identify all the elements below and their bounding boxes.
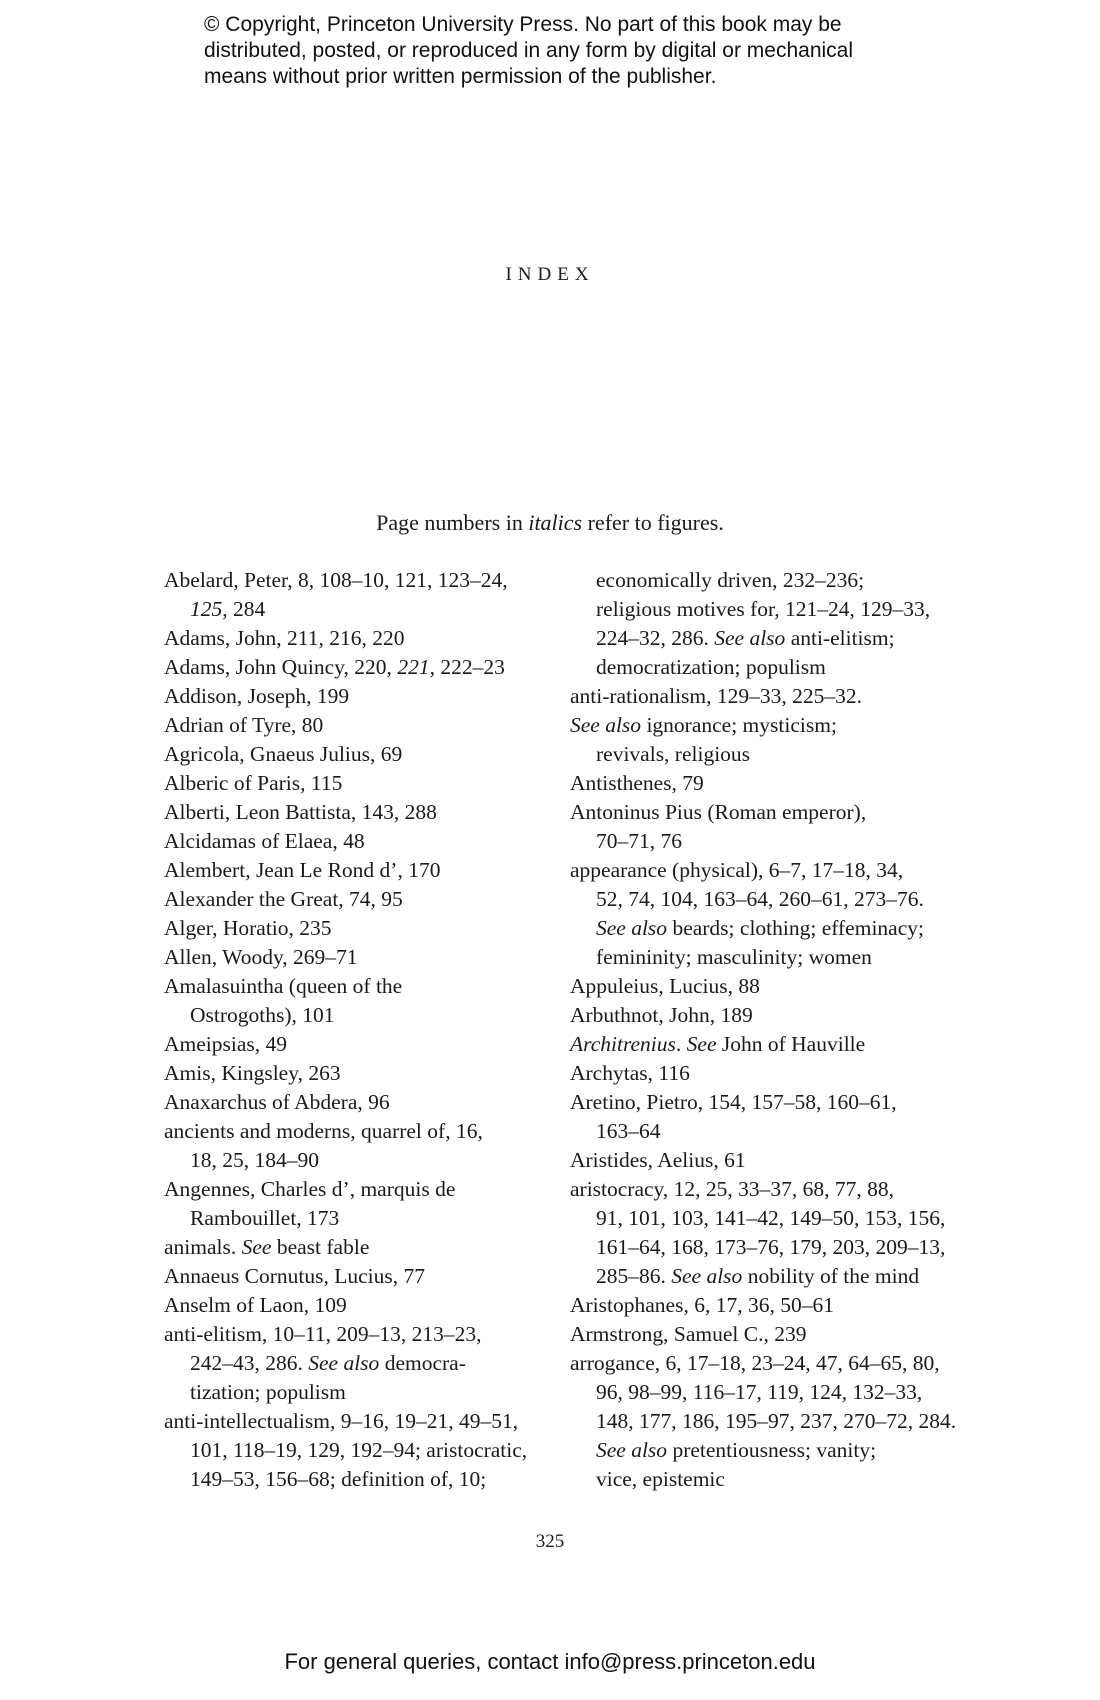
index-italic-text: 125 [190, 597, 223, 621]
index-text: tization; populism [190, 1380, 346, 1404]
index-text: Ostrogoths), 101 [190, 1003, 335, 1027]
index-line [570, 1465, 950, 1494]
index-line [570, 1059, 950, 1088]
index-italic-text: See also [596, 916, 668, 940]
index-line [164, 943, 544, 972]
index-line [570, 711, 950, 740]
note-text: refer to figures. [582, 510, 724, 535]
index-text: 161–64, 168, 173–76, 179, 203, 209–13, [596, 1235, 946, 1259]
index-text: John of Hauville [716, 1032, 866, 1056]
index-line [570, 1175, 950, 1204]
index-line [164, 1030, 544, 1059]
footer-contact: For general queries, contact info@press.princeton.edu [284, 1649, 816, 1674]
index-italic-text: See also [570, 713, 642, 737]
index-text: Allen, Woody, 269–71 [164, 945, 358, 969]
index-text: 101, 118–19, 129, 192–94; aristocratic, [190, 1438, 528, 1462]
index-text: 148, 177, 186, 195–97, 237, 270–72, 284. [596, 1409, 957, 1433]
index-line [570, 566, 950, 595]
index-text: Ameipsias, 49 [164, 1032, 288, 1056]
index-text: Rambouillet, 173 [190, 1206, 340, 1230]
page-title: index [505, 256, 595, 286]
index-text: Antisthenes, 79 [570, 771, 704, 795]
index-text: pretentiousness; vanity; [667, 1438, 877, 1462]
index-text: 70–71, 76 [596, 829, 682, 853]
index-line [164, 1088, 544, 1117]
index-text: revivals, religious [596, 742, 751, 766]
index-line [164, 624, 544, 653]
page-number: 325 [535, 1531, 565, 1552]
index-italic-text: See also [671, 1264, 743, 1288]
index-text: 96, 98–99, 116–17, 119, 124, 132–33, [596, 1380, 923, 1404]
index-line [570, 595, 950, 624]
index-text: Alberti, Leon Battista, 143, 288 [164, 800, 437, 824]
index-text: democra- [379, 1351, 466, 1375]
index-text: 163–64 [596, 1119, 661, 1143]
index-text: animals. [164, 1235, 242, 1259]
index-line [164, 1059, 544, 1088]
index-line [164, 1407, 544, 1436]
index-text: ancients and moderns, quarrel of, 16, [164, 1119, 483, 1143]
index-text: beards; clothing; effeminacy; [667, 916, 924, 940]
index-text: Angennes, Charles d’, marquis de [164, 1177, 456, 1201]
index-text: Alexander the Great, 74, 95 [164, 887, 403, 911]
index-line [164, 1001, 544, 1030]
index-line [164, 914, 544, 943]
index-line [164, 1465, 544, 1494]
index-line [164, 566, 544, 595]
index-text: Antoninus Pius (Roman emperor), [570, 800, 867, 824]
index-text: beast fable [271, 1235, 370, 1259]
copyright-line: means without prior written permission of the publisher. [204, 65, 717, 88]
index-line [570, 827, 950, 856]
index-line [164, 1233, 544, 1262]
copyright-line: distributed, posted, or reproduced in any form by digital or mechanical [204, 39, 854, 62]
index-text: arrogance, 6, 17–18, 23–24, 47, 64–65, 80, [570, 1351, 940, 1375]
index-text: Addison, Joseph, 199 [164, 684, 350, 708]
index-text: Appuleius, Lucius, 88 [570, 974, 760, 998]
index-line [164, 1378, 544, 1407]
note-italic-word: italics [528, 510, 583, 535]
index-italic-text: See [241, 1235, 272, 1259]
index-text: Anaxarchus of Abdera, 96 [164, 1090, 390, 1114]
index-text: 18, 25, 184–90 [190, 1148, 319, 1172]
index-text: Amis, Kingsley, 263 [164, 1061, 341, 1085]
index-line [570, 1320, 950, 1349]
index-text: Armstrong, Samuel C., 239 [570, 1322, 807, 1346]
index-text: Adams, John, 211, 216, 220 [164, 626, 405, 650]
index-line [570, 1407, 957, 1436]
index-text: Annaeus Cornutus, Lucius, 77 [164, 1264, 425, 1288]
index-line [164, 1349, 544, 1378]
index-line [570, 856, 950, 885]
index-text: Abelard, Peter, 8, 108–10, 121, 123–24, [164, 568, 508, 592]
index-text: religious motives for, 121–24, 129–33, [596, 597, 931, 621]
index-line [164, 1175, 544, 1204]
index-line [570, 1030, 950, 1059]
index-text: vice, epistemic [596, 1467, 725, 1491]
index-text: appearance (physical), 6–7, 17–18, 34, [570, 858, 904, 882]
index-text: anti-intellectualism, 9–16, 19–21, 49–51, [164, 1409, 519, 1433]
index-text: Arbuthnot, John, 189 [570, 1003, 753, 1027]
index-line [570, 972, 950, 1001]
index-note [0, 508, 1100, 538]
index-text: 224–32, 286. [596, 626, 715, 650]
index-line [570, 1436, 950, 1465]
index-line [570, 1291, 950, 1320]
index-italic-text: See [686, 1032, 717, 1056]
index-line [570, 1088, 950, 1117]
index-line [570, 1378, 950, 1407]
index-line [164, 653, 544, 682]
index-text: Archytas, 116 [570, 1061, 690, 1085]
index-text: nobility of the mind [742, 1264, 920, 1288]
index-line [570, 914, 950, 943]
index-text: Adams, John Quincy, 220, [164, 655, 398, 679]
index-text: Agricola, Gnaeus Julius, 69 [164, 742, 403, 766]
index-text: Aristides, Aelius, 61 [570, 1148, 746, 1172]
index-line [164, 1146, 544, 1175]
index-line [164, 798, 544, 827]
index-text: aristocracy, 12, 25, 33–37, 68, 77, 88, [570, 1177, 895, 1201]
index-line [570, 885, 950, 914]
index-line [570, 682, 950, 711]
index-line [570, 653, 950, 682]
index-line [164, 1320, 544, 1349]
index-text: 285–86. [596, 1264, 672, 1288]
index-text: anti-elitism; [785, 626, 895, 650]
index-text: femininity; masculinity; women [596, 945, 872, 969]
index-line [570, 769, 950, 798]
index-line [164, 885, 544, 914]
index-line [570, 740, 950, 769]
index-line [570, 1349, 950, 1378]
index-line [164, 1436, 544, 1465]
index-text: Anselm of Laon, 109 [164, 1293, 347, 1317]
index-text: anti-elitism, 10–11, 209–13, 213–23, [164, 1322, 482, 1346]
index-text: . [675, 1032, 687, 1056]
index-text: economically driven, 232–236; [596, 568, 865, 592]
index-italic-text: See also [596, 1438, 668, 1462]
index-column-right [570, 566, 957, 1494]
index-line [164, 740, 544, 769]
index-text: democratization; populism [596, 655, 826, 679]
note-text: Page numbers in [376, 510, 529, 535]
index-italic-text: Architrenius [570, 1032, 676, 1056]
index-line [164, 1291, 544, 1320]
index-text: Alembert, Jean Le Rond d’, 170 [164, 858, 441, 882]
index-text: , 284 [222, 597, 266, 621]
index-italic-text: See also [308, 1351, 380, 1375]
index-line [570, 943, 950, 972]
index-italic-text: 221 [397, 655, 430, 679]
index-line [164, 827, 544, 856]
index-text: 242–43, 286. [190, 1351, 309, 1375]
index-line [570, 1001, 950, 1030]
index-line [164, 856, 544, 885]
index-line [164, 595, 544, 624]
index-line [164, 711, 544, 740]
index-line [164, 682, 544, 711]
index-text: 52, 74, 104, 163–64, 260–61, 273–76. [596, 887, 924, 911]
index-line [164, 1262, 544, 1291]
index-text: 91, 101, 103, 141–42, 149–50, 153, 156, [596, 1206, 946, 1230]
index-line [570, 624, 950, 653]
index-text: Aristophanes, 6, 17, 36, 50–61 [570, 1293, 834, 1317]
index-line [570, 1204, 950, 1233]
copyright-line: © Copyright, Princeton University Press. No part of this book may be [204, 13, 842, 36]
index-line [164, 1117, 544, 1146]
index-text: Alcidamas of Elaea, 48 [164, 829, 365, 853]
index-line [570, 798, 950, 827]
index-line [164, 769, 544, 798]
index-text: Adrian of Tyre, 80 [164, 713, 324, 737]
index-text: Alger, Horatio, 235 [164, 916, 332, 940]
index-line [570, 1146, 950, 1175]
index-line [164, 972, 544, 1001]
index-line [164, 1204, 544, 1233]
index-italic-text: See also [714, 626, 786, 650]
index-text: Amalasuintha (queen of the [164, 974, 403, 998]
index-line [570, 1233, 950, 1262]
index-column-left [164, 566, 544, 1494]
index-text: 149–53, 156–68; definition of, 10; [190, 1467, 487, 1491]
index-text: anti-rationalism, 129–33, 225–32. [570, 684, 863, 708]
index-line [570, 1117, 950, 1146]
index-text: , 222–23 [429, 655, 505, 679]
index-line [570, 1262, 950, 1291]
index-text: ignorance; mysticism; [641, 713, 837, 737]
index-text: Aretino, Pietro, 154, 157–58, 160–61, [570, 1090, 897, 1114]
index-text: Alberic of Paris, 115 [164, 771, 343, 795]
copyright-notice [204, 12, 964, 90]
